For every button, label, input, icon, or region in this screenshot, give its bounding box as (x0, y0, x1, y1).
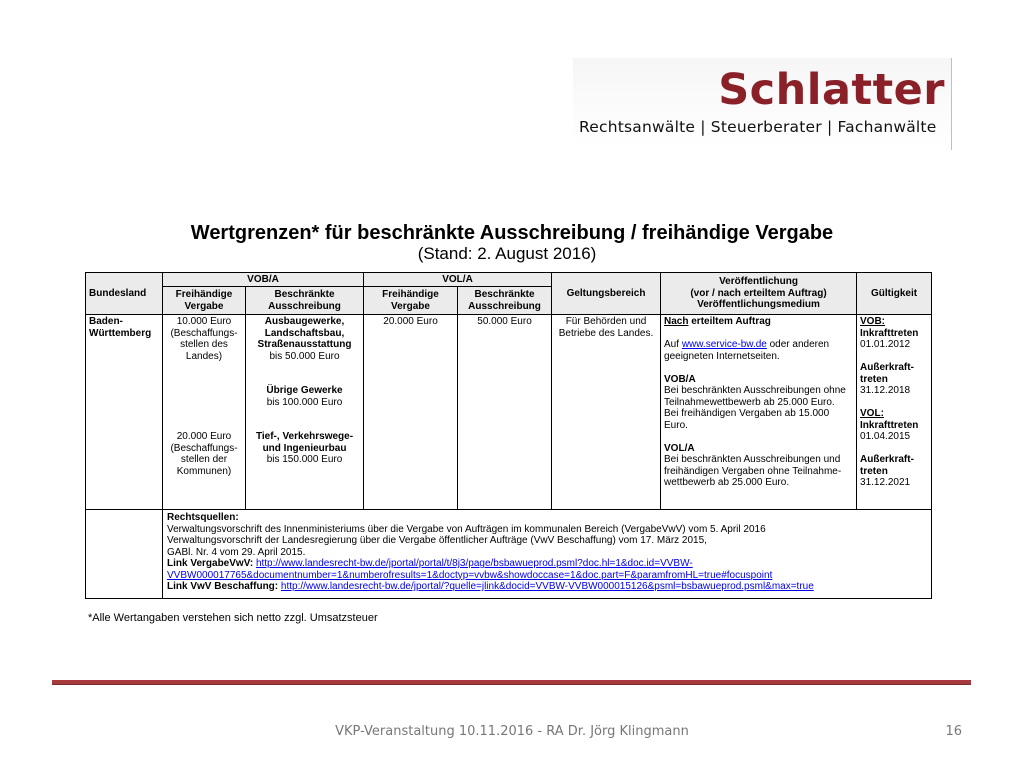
vergabevwv-link-line-2 (167, 570, 927, 582)
cell-line: VOB: (860, 316, 886, 327)
table-row-baden-wuerttemberg (86, 315, 932, 510)
cell-line: Landschaftsbau, (264, 327, 345, 339)
cell-line: Betriebe des Landes. (558, 327, 654, 339)
cell-line: geeigneten Internetseiten. (664, 350, 780, 362)
auf-rest: oder anderen (766, 339, 830, 350)
header-veroeffentlichung (661, 273, 857, 315)
header-geltungsbereich: Geltungsbereich (552, 273, 661, 315)
header-veroeff-line: (vor / nach erteiltem Auftrag) (690, 287, 827, 299)
cell-line (664, 339, 853, 351)
cell-line: Kommunen) (176, 465, 232, 477)
cell-line: VOL/A (664, 442, 695, 454)
header-gueltigkeit: Gültigkeit (857, 273, 932, 315)
footnote: *Alle Wertangaben verstehen sich netto zzgl. Umsatzsteuer (88, 612, 378, 624)
spacer (249, 362, 360, 385)
nach-word: Nach (664, 316, 689, 327)
cell-vob-beschraenkt (246, 315, 364, 510)
cell-line: Straßenausstattung (257, 339, 352, 350)
cell-line: Außerkraft- (860, 454, 914, 465)
cell-line: bis 100.000 Euro (266, 396, 343, 408)
header-veroeff-line: Veröffentlichung (719, 276, 798, 288)
rechtsquellen-label: Rechtsquellen: (167, 512, 239, 523)
rechtsquelle-line: Verwaltungsvorschrift der Landesregierung über die Vergabe öffentlicher Aufträge (VwV Beschaffung) vom 17. März 2015, (167, 535, 707, 546)
service-bw-link[interactable]: www.service-bw.de (681, 339, 767, 350)
cell-line: Bei beschränkten Ausschreibungen und (664, 454, 841, 465)
cell-rechtsquellen (163, 510, 932, 599)
header-vol-beschraenkt (458, 287, 552, 315)
cell-line: 01.04.2015 (860, 431, 911, 442)
header-vol-freihaendig (364, 287, 458, 315)
cell-line: 20.000 Euro (176, 431, 232, 442)
vergabevwv-link-line (167, 558, 927, 570)
cell-line: Inkrafttreten (860, 327, 919, 339)
cell-line: freihändigen Vergaben ohne Teilnahme- (664, 465, 842, 477)
header-row-1 (86, 273, 932, 287)
cell-line: treten (860, 465, 888, 477)
cell-empty (86, 510, 163, 599)
cell-line: wettbewerb ab 25.000 Euro. (664, 477, 790, 488)
logo-divider (951, 58, 952, 150)
cell-line: Für Behörden und (565, 316, 647, 327)
header-line: Freihändige (175, 289, 233, 300)
cell-line: Euro. (664, 419, 688, 431)
cell-vob-freihaendig (163, 315, 246, 510)
cell-line: 10.000 Euro (176, 316, 232, 327)
cell-line: Bei freihändigen Vergaben ab 15.000 (664, 408, 830, 419)
cell-line: bis 150.000 Euro (266, 454, 343, 465)
spacer (860, 397, 928, 409)
spacer (860, 351, 928, 363)
cell-line: Inkrafttreten (860, 419, 919, 431)
cell-vol-beschraenkt: 50.000 Euro (458, 315, 552, 510)
header-line: Vergabe (184, 300, 224, 312)
header-line: Ausschreibung (268, 300, 341, 312)
cell-line: stellen des (180, 339, 228, 350)
spacer (860, 443, 928, 455)
rechtsquelle-line: GABl. Nr. 4 vom 29. April 2015. (167, 546, 306, 558)
cell-line: 31.12.2021 (860, 477, 911, 488)
cell-line: Bei beschränkten Ausschreibungen ohne (664, 385, 846, 396)
cell-line: Teilnahmewettbewerb ab 25.000 Euro. (664, 396, 835, 408)
header-vob-beschraenkt (246, 287, 364, 315)
company-logo (573, 58, 951, 150)
cell-line: stellen der (180, 454, 228, 465)
cell-line: VOB/A (664, 373, 696, 385)
header-vob-freihaendig (163, 287, 246, 315)
header-line: Beschränkte (474, 289, 535, 300)
cell-bundesland (86, 315, 163, 510)
cell-line: VOL: (860, 408, 884, 419)
header-vol-group: VOL/A (364, 273, 552, 287)
spacer (664, 362, 853, 374)
nach-rest: erteiltem Auftrag (688, 316, 771, 327)
footer-text: VKP-Veranstaltung 10.11.2016 - RA Dr. Jörg Klingmann (335, 724, 689, 739)
cell-line: Baden- (89, 316, 123, 327)
table-row-rechtsquellen (86, 510, 932, 599)
wertgrenzen-table (85, 272, 932, 599)
header-line: Beschränkte (274, 289, 335, 300)
link-label: Link VwV Beschaffung: (167, 581, 279, 592)
cell-line: 31.12.2018 (860, 385, 911, 396)
vergabevwv-link-cont[interactable]: VVBW000017765&documentnumber=1&numberofresults=1&doctyp=vvbw&showdoccase=1&doc.part=F&paramfromHL=true#focuspoint (167, 569, 773, 581)
header-vob-group: VOB/A (163, 273, 364, 287)
cell-line: Außerkraft- (860, 362, 914, 373)
cell-vol-freihaendig: 20.000 Euro (364, 315, 458, 510)
header-line: Vergabe (391, 300, 430, 312)
vwv-beschaffung-link[interactable]: http://www.landesrecht-bw.de/jportal/?quelle=jlink&docid=VVBW-VVBW000015126&psml=bsbawueprod.psml&max=true (280, 581, 814, 592)
cell-gueltigkeit (857, 315, 932, 510)
cell-line: Landes) (185, 350, 223, 362)
page-number: 16 (945, 724, 962, 739)
cell-line: (Beschaffungs- (170, 327, 238, 339)
header-line: Ausschreibung (468, 300, 541, 312)
cell-line: (Beschaffungs- (170, 442, 238, 454)
document-title: Wertgrenzen* für beschränkte Ausschreibung / freihändige Vergabe (190, 222, 834, 244)
cell-veroeffentlichung (661, 315, 857, 510)
vergabevwv-link[interactable]: http://www.landesrecht-bw.de/jportal/portal/t/8j3/page/bsbawueprod.psml?doc.hl=1&doc.id=VVBW- (255, 558, 693, 569)
cell-line: treten (860, 373, 888, 385)
cell-line: Ausbaugewerke, (264, 316, 345, 327)
auf-text: Auf (664, 339, 682, 350)
spacer (664, 431, 853, 443)
header-bundesland: Bundesland (86, 273, 163, 315)
cell-line: 01.01.2012 (860, 339, 911, 350)
footer-divider (52, 680, 971, 684)
cell-geltungsbereich (552, 315, 661, 510)
spacer (249, 408, 360, 431)
spacer (166, 362, 242, 431)
cell-line: Tief-, Verkehrswege- (255, 431, 354, 442)
header-veroeff-line: Veröffentlichungsmedium (697, 299, 820, 311)
vwv-beschaffung-link-line (167, 581, 927, 593)
logo-tagline: Rechtsanwälte | Steuerberater | Fachanwälte (579, 118, 937, 136)
rechtsquelle-line: Verwaltungsvorschrift des Innenministeriums über die Vergabe von Aufträgen im kommunalen Bereich (VergabeVwV) vom 5. April 2016 (167, 523, 766, 535)
cell-line: und Ingenieurbau (262, 442, 347, 454)
spacer (664, 328, 853, 340)
cell-line: bis 50.000 Euro (269, 350, 340, 362)
cell-line (664, 316, 853, 328)
cell-line: Württemberg (89, 327, 152, 339)
logo-name: Schlatter (718, 65, 945, 115)
header-line: Freihändige (382, 289, 439, 300)
document-subtitle: (Stand: 2. August 2016) (417, 244, 597, 263)
cell-line: Übrige Gewerke (266, 385, 343, 396)
link-label: Link VergabeVwV: (167, 558, 254, 569)
